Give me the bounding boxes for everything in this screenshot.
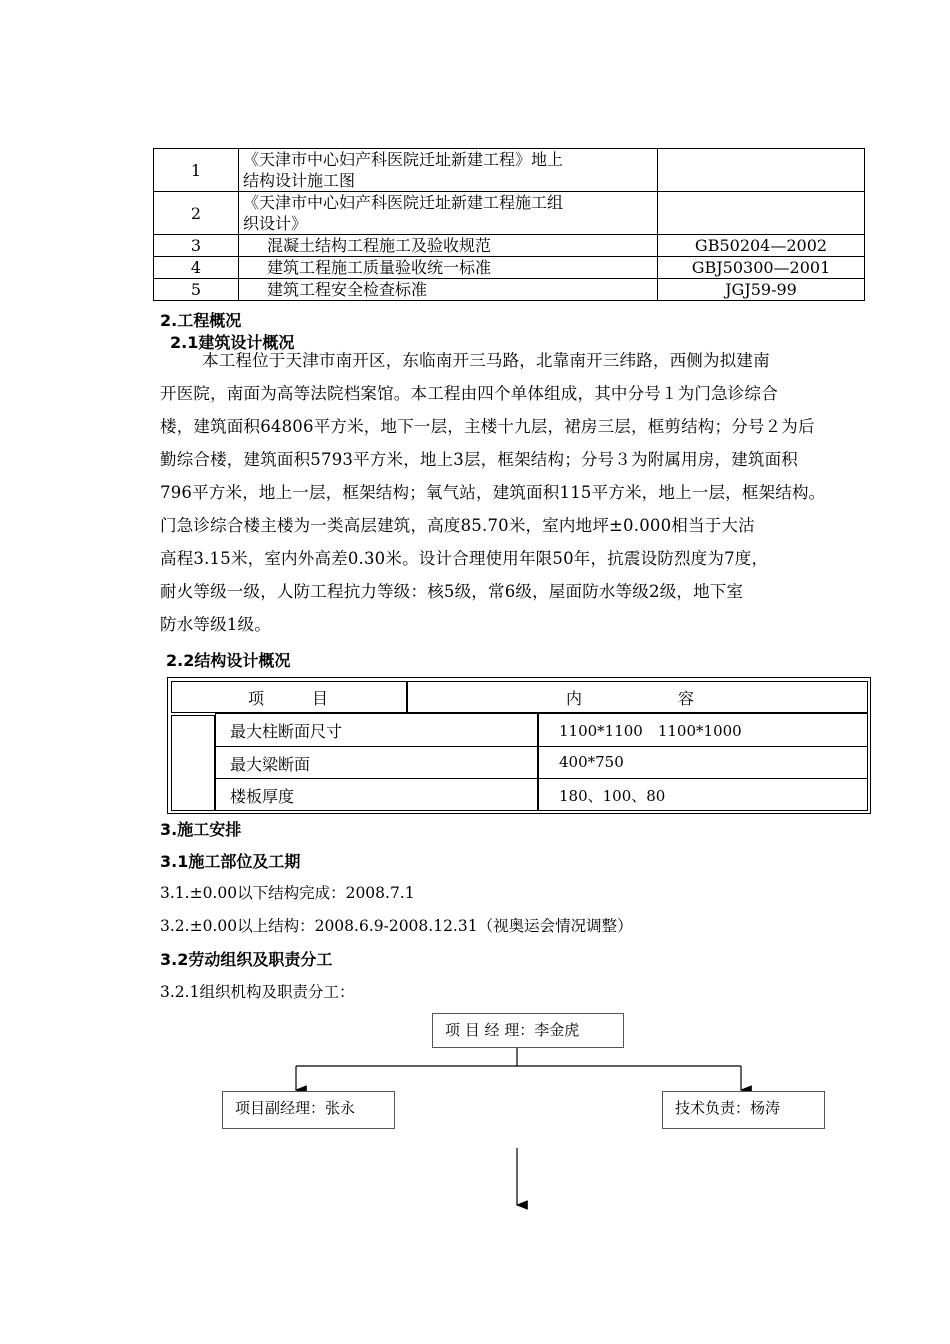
schedule-line: 3.2.±0.00以上结构：2008.6.9-2008.12.31（视奥运会情况调整）: [160, 917, 633, 935]
org-caption: 3.2.1组织机构及职责分工：: [160, 983, 355, 1001]
standard-title: 混凝土结构工程施工及验收规范: [239, 235, 658, 257]
org-node-deputy-manager: 项目副经理：张永: [222, 1091, 395, 1129]
row-number: 4: [154, 257, 239, 279]
paragraph-line: 勤综合楼，建筑面积5793平方米，地上3层，框架结构；分号３为附属用房，建筑面积: [160, 450, 798, 469]
standard-code: GBJ50300—2001: [658, 257, 865, 279]
subsection-heading: 2.2结构设计概况: [166, 651, 291, 670]
section-heading: 2.工程概况: [160, 311, 242, 330]
paragraph-line: 防水等级1级。: [160, 615, 271, 634]
paragraph-line: 耐火等级一级，人防工程抗力等级：核5级，常6级，屋面防水等级2级，地下室: [160, 582, 744, 601]
item-label: 最大柱断面尺寸: [230, 722, 343, 741]
row-number: 1: [154, 149, 239, 192]
section-heading: 3.施工安排: [160, 820, 242, 839]
paragraph-line: 796平方米，地上一层，框架结构；氧气站，建筑面积115平方米，地上一层，框架结构。: [160, 483, 826, 502]
item-label: 最大梁断面: [230, 755, 311, 774]
standard-code: JGJ59-99: [658, 279, 865, 301]
standard-title: 《天津市中心妇产科医院迁址新建工程》地上 结构设计施工图: [239, 149, 658, 192]
schedule-line: 3.1.±0.00以下结构完成：2008.7.1: [160, 884, 415, 902]
standard-title: 建筑工程安全检查标准: [239, 279, 658, 301]
paragraph-line: 本工程位于天津市南开区，东临南开三马路，北靠南开三纬路，西侧为拟建南: [202, 351, 770, 370]
row-number: 3: [154, 235, 239, 257]
row-number: 2: [154, 192, 239, 235]
standard-code: GB50204—2002: [658, 235, 865, 257]
org-node-technical-lead: 技术负责：杨涛: [662, 1091, 825, 1129]
item-value: 400*750: [559, 753, 624, 771]
item-label: 楼板厚度: [230, 787, 295, 806]
item-value: 1100*1100 1100*1000: [559, 722, 742, 740]
item-value: 180、100、80: [559, 787, 666, 805]
standard-title: 建筑工程施工质量验收统一标准: [239, 257, 658, 279]
org-node-project-manager: 项 目 经 理：李金虎: [432, 1013, 624, 1048]
row-number: 5: [154, 279, 239, 301]
paragraph-line: 高程3.15米，室内外高差0.30米。设计合理使用年限50年，抗震设防烈度为7度，: [160, 549, 769, 568]
standard-title: 《天津市中心妇产科医院迁址新建工程施工组 织设计》: [239, 192, 658, 235]
paragraph-line: 门急诊综合楼主楼为一类高层建筑，高度85.70米，室内地坪±0.000相当于大沽: [160, 516, 755, 535]
subsection-heading: 3.2劳动组织及职责分工: [160, 950, 333, 969]
header-label: 项 目: [248, 689, 329, 708]
subsection-heading: 2.1建筑设计概况: [170, 333, 295, 352]
subsection-heading: 3.1施工部位及工期: [160, 852, 301, 871]
paragraph-line: 开医院，南面为高等法院档案馆。本工程由四个单体组成，其中分号１为门急诊综合: [160, 384, 778, 403]
paragraph-line: 楼，建筑面积64806平方米，地下一层，主楼十九层，裙房三层，框剪结构；分号２为后: [160, 417, 815, 436]
header-label: 内 容: [566, 689, 695, 708]
